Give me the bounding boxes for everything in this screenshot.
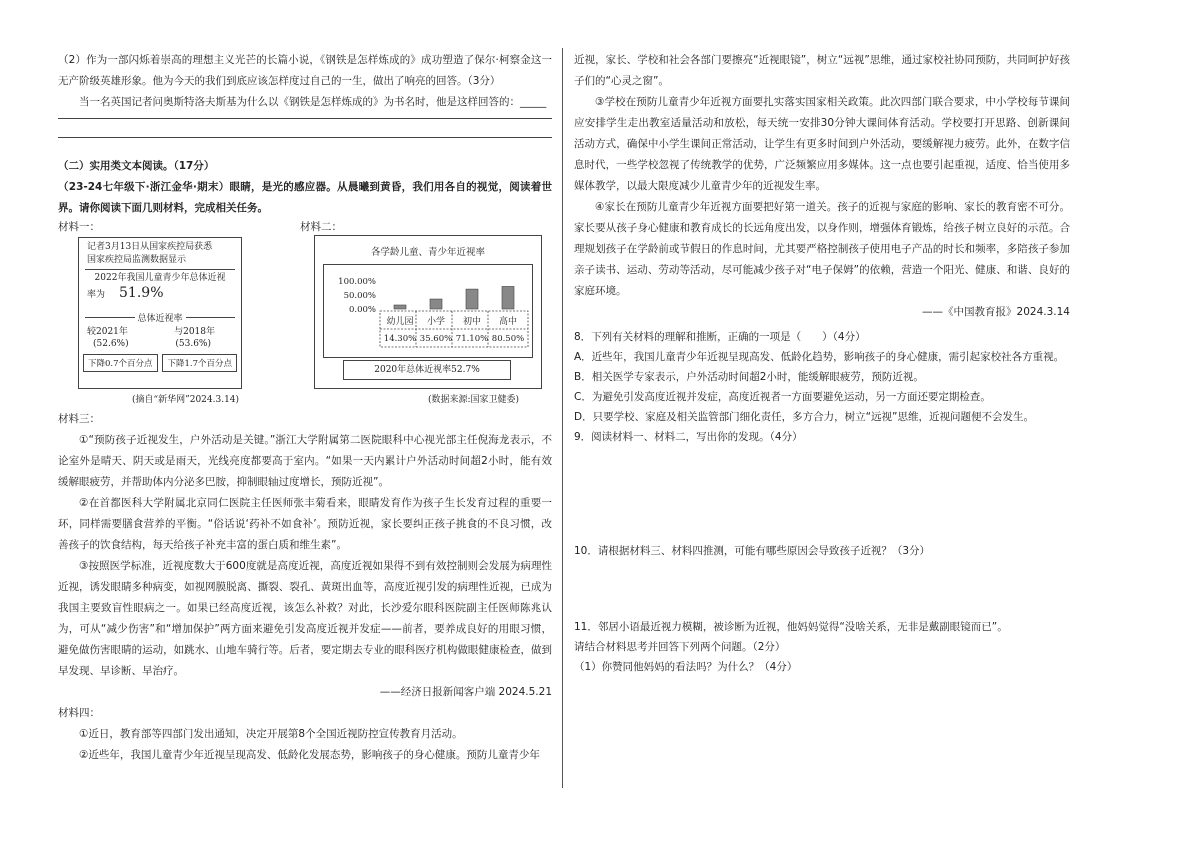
bar: [466, 289, 478, 309]
m1-heading: 2022年我国儿童青少年总体近视: [94, 273, 226, 283]
right-column: [574, 50, 1070, 677]
m4-paragraph-4: ④家长在预防儿童青少年近视方面要把好第一道关。孩子的近视与家庭的影响、家长的教育密不可分。家长要从孩子身心健康和教育成长的长远角度出发，以身作则，增强体育锻炼，给孩子树立良好的示范。合理规划孩子在学龄前或节假日的作息时间，尤其要严格控制孩子使用电子产品的时长和频率，多陪孩子参加亲子读书、运动、劳动等活动，尽可能减少孩子对“电子保姆”的依赖，营造一个阳光、健康、和谐、良好的家庭环境。: [574, 201, 1070, 297]
q8-option-c[interactable]: C．为避免引发高度近视并发症，高度近视者一方面要避免运动，另一方面还要定期检查。: [574, 391, 991, 403]
data-label: 14.30%: [383, 334, 417, 344]
m1-drop-boxes: [79, 350, 241, 372]
q8-option-d[interactable]: D．只要学校、家庭及相关监管部门细化责任，多方合力，树立“远视”思维，近视问题便不会发生。: [574, 411, 1034, 423]
m3-paragraph-2: ②在首都医科大学附属北京同仁医院主任医师张丰菊看来，眼睛发育作为孩子生长发育过程的重要一环，同样需要膳食营养的平衡。“俗话说‘药补不如食补’。预防近视，家长要纠正孩子挑食的不良习惯，改善孩子的饮食结构，每天给孩子补充丰富的蛋白质和维生素”。: [58, 497, 552, 551]
category-label: 初中: [462, 317, 482, 327]
section-title: （二）实用类文本阅读。（17分）: [58, 160, 215, 172]
category-label: 小学: [426, 317, 446, 327]
m1-sub-heading: 总体近视率: [137, 314, 183, 324]
bar: [502, 286, 514, 309]
m3-paragraph-3: ③按照医学标准，近视度数大于600度就是高度近视，高度近视如果得不到有效控制则会发展为病理性近视，诱发眼睛多种病变，如视网膜脱离、撕裂、裂孔、黄斑出血等，高度近视引发的病理性近视，已成为我国主要致盲性眼病之一。如果已经高度近视，该怎么补救？对此，长沙爱尔眼科医院副主任医师陈兆认为，可从“减少伤害”和“增加保护”两方面来避免引发高度近视并发症——前者，要养成良好的用眼习惯，避免做伤害眼睛的运动，如跳水、山地车骑行等。后者，要定期去专业的眼科医疗机构做眼健康检查，做到早发现、早诊断、早治疗。: [58, 560, 552, 677]
m1-line: 记者3月13日从国家疾控局获悉: [87, 242, 213, 252]
materials-1-2: [58, 219, 552, 409]
section-intro: （23-24七年级下·浙江金华·期末）眼睛，是光的感应器。从晨曦到黄昏，我们用各自的视觉，阅读着世界。请你阅读下面几则材料，完成相关任务。: [58, 181, 552, 214]
question-11: 11．邻居小语最近视力模糊，被诊断为近视，他妈妈觉得“没啥关系，无非是戴副眼镜而已”。: [574, 621, 1008, 633]
m1-cmp2-label: 与2018年: [174, 327, 215, 337]
divider-line: [186, 317, 236, 318]
m4-source: ——《中国教育报》2024.3.14: [922, 306, 1070, 318]
m1-sub-heading-row: [85, 311, 235, 324]
q8-option-b[interactable]: B．相关医学专家表示，户外活动时间超2小时，能缓解眼疲劳，预防近视。: [574, 371, 924, 383]
column-divider: [562, 48, 563, 788]
q8-option-a[interactable]: A．近些年，我国儿童青少年近视呈现高发、低龄化趋势，影响孩子的身心健康，需引起家校社各方重视。: [574, 351, 1065, 363]
answer-line: [58, 118, 552, 119]
bar: [394, 305, 406, 309]
question-9: 9．阅读材料一、材料二，写出你的发现。（4分）: [574, 431, 803, 443]
m1-cmp1-value: (52.6%): [93, 339, 129, 349]
question-11-instruction: 请结合材料思考并回答下列两个问题。（2分）: [574, 641, 786, 653]
m1-compare-labels: [79, 326, 241, 338]
q10-answer-space[interactable]: [574, 561, 1070, 617]
material-3-label: 材料三：: [58, 413, 100, 425]
divider-line: [85, 269, 235, 270]
m1-rate: [79, 285, 241, 311]
m2-source: (数据来源:国家卫健委): [428, 395, 520, 405]
m1-rate-label: 率为: [87, 290, 106, 300]
bar: [430, 299, 442, 309]
chart-title: 各学龄儿童、青少年近视率: [370, 247, 485, 258]
divider-line: [85, 317, 135, 318]
chart-frame: [323, 264, 533, 358]
m4-continuation: 近视，家长、学校和社会各部门要擦亮“近视眼镜”，树立“远视”思维，通过家校社协同预防，共同呵护好孩子们的“心灵之窗”。: [574, 54, 1070, 87]
data-label: 35.60%: [419, 334, 453, 344]
material-4-label: 材料四：: [58, 707, 100, 719]
m3-paragraph-1: ①“预防孩子近视发生，户外活动是关键。”浙江大学附属第二医院眼科中心视光部主任倪海龙表示，不论室外是晴天、阴天或是雨天，光线亮度都要高于室内。“如果一天内累计户外活动时间超2小时，能有效缓解眼疲劳，并帮助体内分泌多巴胺，抑制眼轴过度增长，预防近视”。: [58, 434, 552, 488]
y-tick-label: 50.00%: [343, 291, 376, 301]
y-tick-label: 0.00%: [348, 305, 376, 315]
m1-drop-2: 下降1.7个百分点: [162, 354, 237, 372]
m1-line: 国家疾控局监测数据显示: [87, 255, 187, 265]
question-11-1: （1）你赞同他妈妈的看法吗？为什么？（4分）: [574, 661, 798, 673]
m4-paragraph-3: ③学校在预防儿童青少年近视方面要扎实落实国家相关政策。此次四部门联合要求，中小学校每节课间应安排学生走出教室适量活动和放松，每天统一安排30分钟大课间体育活动。学校要打开思路、创新课间活动方式，确保中小学生课间正常活动，让学生有更多时间到户外活动，要缓解视力疲劳。此外，在数字信息时代，一些学校忽视了传统教学的优势，广泛频繁应用多媒体。这一点也要引起重视，适度、恰当使用多媒体教学，以最大限度减少儿童青少年的近视发生率。: [574, 96, 1070, 192]
m1-rate-value: 51.9%: [119, 285, 164, 301]
question-10: 10．请根据材料三、材料四推测，可能有哪些原因会导致孩子近视？（3分）: [574, 545, 931, 557]
data-label: 71.10%: [455, 334, 489, 344]
question-2-text: （2）作为一部闪烁着崇高的理想主义光芒的长篇小说，《钢铁是怎样炼成的》成功塑造了保尔·柯察金这一无产阶级英雄形象。他为今天的我们到底应该怎样度过自己的一生，做出了响亮的回答。（3分）: [58, 54, 552, 87]
material-2-box: [314, 235, 542, 389]
bar-chart: [324, 265, 532, 357]
material-1-box: [78, 237, 242, 389]
q9-answer-space[interactable]: [574, 447, 1070, 541]
m4-paragraph-2: ②近些年，我国儿童青少年近视呈现高发、低龄化发展态势，影响孩子的身心健康。预防儿童青少年: [79, 749, 540, 761]
data-label: 80.50%: [491, 334, 525, 344]
m2-total: 2020年总体近视率52.7%: [343, 360, 511, 380]
material-1-label: 材料一：: [58, 221, 100, 233]
m1-drop-1: 下降0.7个百分点: [83, 354, 158, 372]
y-tick-label: 100.00%: [338, 277, 376, 287]
question-8: 8．下列有关材料的理解和推断，正确的一项是（ ）（4分）: [574, 331, 866, 343]
m4-paragraph-1: ①近日，教育部等四部门发出通知，决定开展第8个全国近视防控宣传教育月活动。: [79, 728, 463, 740]
m1-compare-values: [79, 338, 241, 350]
answer-line: [58, 137, 552, 138]
left-column: [58, 50, 552, 766]
m1-cmp1-label: 较2021年: [87, 327, 128, 337]
question-2-prompt: 当一名英国记者问奥斯特洛夫斯基为什么以《钢铁是怎样炼成的》为书名时，他是这样回答的：_____: [79, 96, 547, 108]
category-label: 幼儿园: [386, 317, 414, 327]
material-2-label: 材料二：: [300, 221, 342, 233]
m1-source: (摘自“新华网”2024.3.14): [132, 395, 240, 405]
m3-source: ——经济日报新闻客户端 2024.5.21: [379, 686, 552, 698]
category-label: 高中: [498, 317, 518, 327]
m1-cmp2-value: (53.6%): [175, 339, 211, 349]
